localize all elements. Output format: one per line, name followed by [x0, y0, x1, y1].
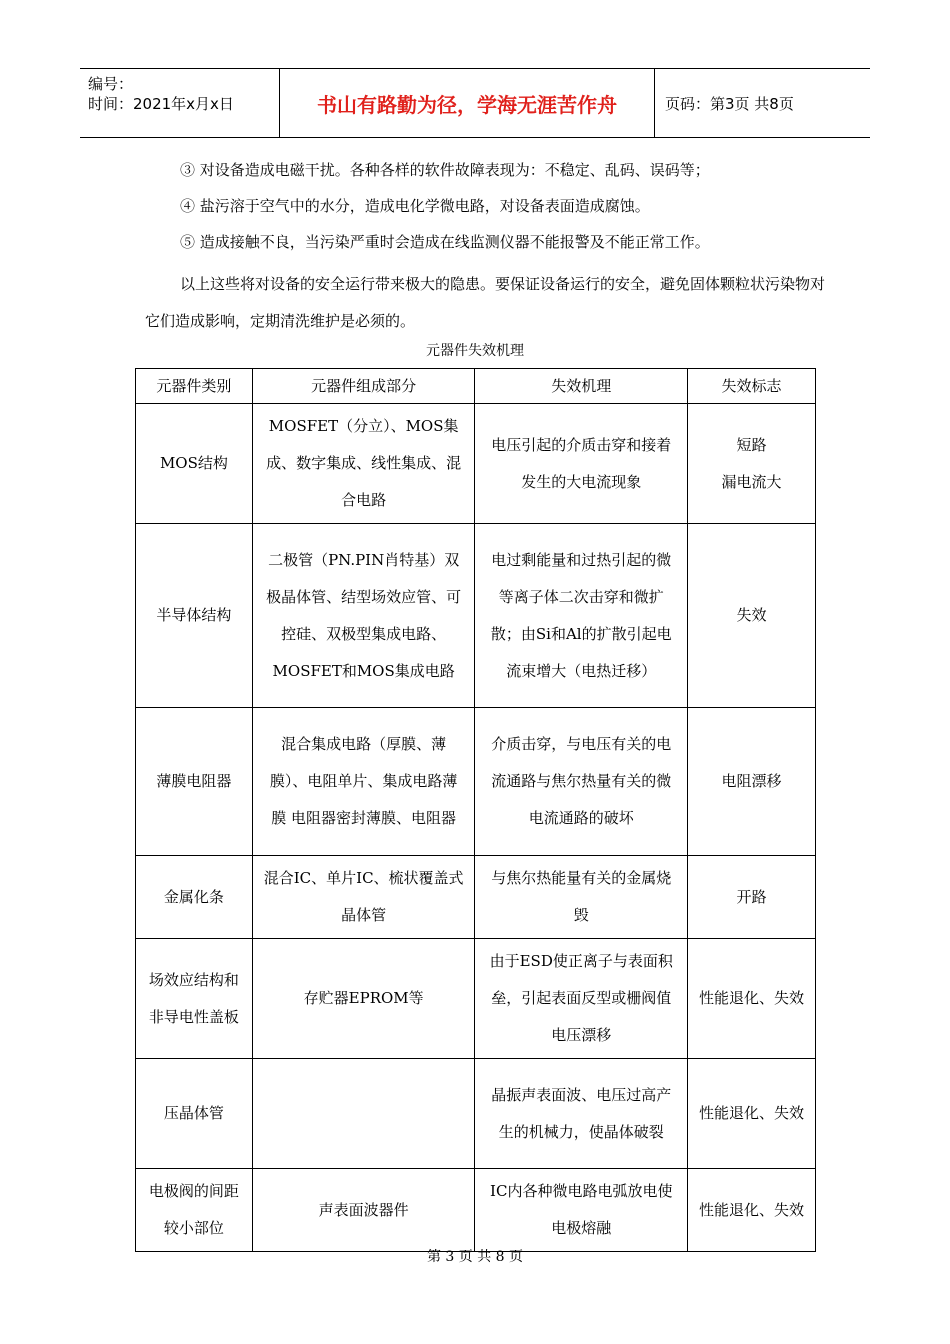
cell-category: 场效应结构和非导电性盖板: [136, 939, 253, 1059]
table-row: [136, 708, 816, 856]
time-label: 时间：2021年x月x日: [88, 95, 234, 113]
cell-mechanism: 与焦尔热能量有关的金属烧毁: [475, 856, 688, 939]
cell-mechanism: 电压引起的介质击穿和接着发生的大电流现象: [475, 404, 688, 524]
cell-indicator: 性能退化、失效: [688, 1059, 816, 1169]
table-row: [136, 939, 816, 1059]
table-row: [136, 404, 816, 524]
table-body: [136, 404, 816, 1252]
cell-indicator: 性能退化、失效: [688, 939, 816, 1059]
table-caption: 元器件失效机理: [426, 343, 524, 359]
cell-components: 声表面波器件: [252, 1169, 475, 1252]
cell-mechanism: 由于ESD使正离子与表面积垒，引起表面反型或栅阀值电压漂移: [475, 939, 688, 1059]
cell-indicator: 开路: [688, 856, 816, 939]
table-row: [136, 524, 816, 708]
paragraph-summary: 以上这些将对设备的安全运行带来极大的隐患。要保证设备运行的安全，避免固体颗粒状污染物对它们造成影响，定期清洗维护是必须的。: [145, 275, 826, 330]
cell-category: 薄膜电阻器: [136, 708, 253, 856]
cell-category: MOS结构: [136, 404, 253, 524]
table-row: [136, 1059, 816, 1169]
header-cell-mechanism: 失效机理: [475, 369, 688, 404]
paragraph-3: ③ 对设备造成电磁干扰。各种各样的软件故障表现为：不稳定、乱码、误码等；: [180, 161, 710, 179]
table-row: [136, 856, 816, 939]
table-header-row: [136, 369, 816, 404]
paragraph-5: ⑤ 造成接触不良，当污染严重时会造成在线监测仪器不能报警及不能正常工作。: [180, 233, 710, 251]
table-row: [136, 1169, 816, 1252]
cell-mechanism: 电过剩能量和过热引起的微等离子体二次击穿和微扩散；由Si和Al的扩散引起电流束增大（电热迁移）: [475, 524, 688, 708]
failure-mechanism-table: [135, 368, 816, 1252]
cell-category: 半导体结构: [136, 524, 253, 708]
header-meta: [80, 69, 280, 137]
number-label: 编号：: [88, 75, 134, 93]
cell-indicator: 性能退化、失效: [688, 1169, 816, 1252]
cell-indicator: 失效: [688, 524, 816, 708]
header-motto: 书山有路勤为径，学海无涯苦作舟: [280, 69, 655, 137]
cell-indicator: 电阻漂移: [688, 708, 816, 856]
page-footer: 第 3 页 共 8 页: [426, 1249, 524, 1265]
cell-mechanism: 介质击穿，与电压有关的电流通路与焦尔热量有关的微电流通路的破坏: [475, 708, 688, 856]
cell-category: 电极阀的间距较小部位: [136, 1169, 253, 1252]
cell-mechanism: 晶振声表面波、电压过高产生的机械力，使晶体破裂: [475, 1059, 688, 1169]
header-cell-components: 元器件组成部分: [252, 369, 475, 404]
paragraph-4: ④ 盐污溶于空气中的水分，造成电化学微电路，对设备表面造成腐蚀。: [180, 197, 650, 215]
cell-mechanism: IC内各种微电路电弧放电使电极熔融: [475, 1169, 688, 1252]
cell-components: 混合集成电路（厚膜、薄膜）、电阻单片、集成电路薄膜 电阻器密封薄膜、电阻器: [252, 708, 475, 856]
page-header: [80, 68, 870, 138]
cell-category: 金属化条: [136, 856, 253, 939]
header-cell-category: 元器件类别: [136, 369, 253, 404]
cell-indicator: 短路 漏电流大: [688, 404, 816, 524]
cell-components: 存贮器EPROM等: [252, 939, 475, 1059]
header-cell-indicator: 失效标志: [688, 369, 816, 404]
cell-components: MOSFET（分立）、MOS集成、数字集成、线性集成、混合电路: [252, 404, 475, 524]
cell-category: 压晶体管: [136, 1059, 253, 1169]
cell-components: 混合IC、单片IC、梳状覆盖式晶体管: [252, 856, 475, 939]
header-page-label: 页码：第3页 共8页: [665, 94, 794, 113]
cell-components: 二极管（PN.PIN肖特基）双极晶体管、结型场效应管、可控硅、双极型集成电路、MOSFET和MOS集成电路: [252, 524, 475, 708]
cell-components: [252, 1059, 475, 1169]
